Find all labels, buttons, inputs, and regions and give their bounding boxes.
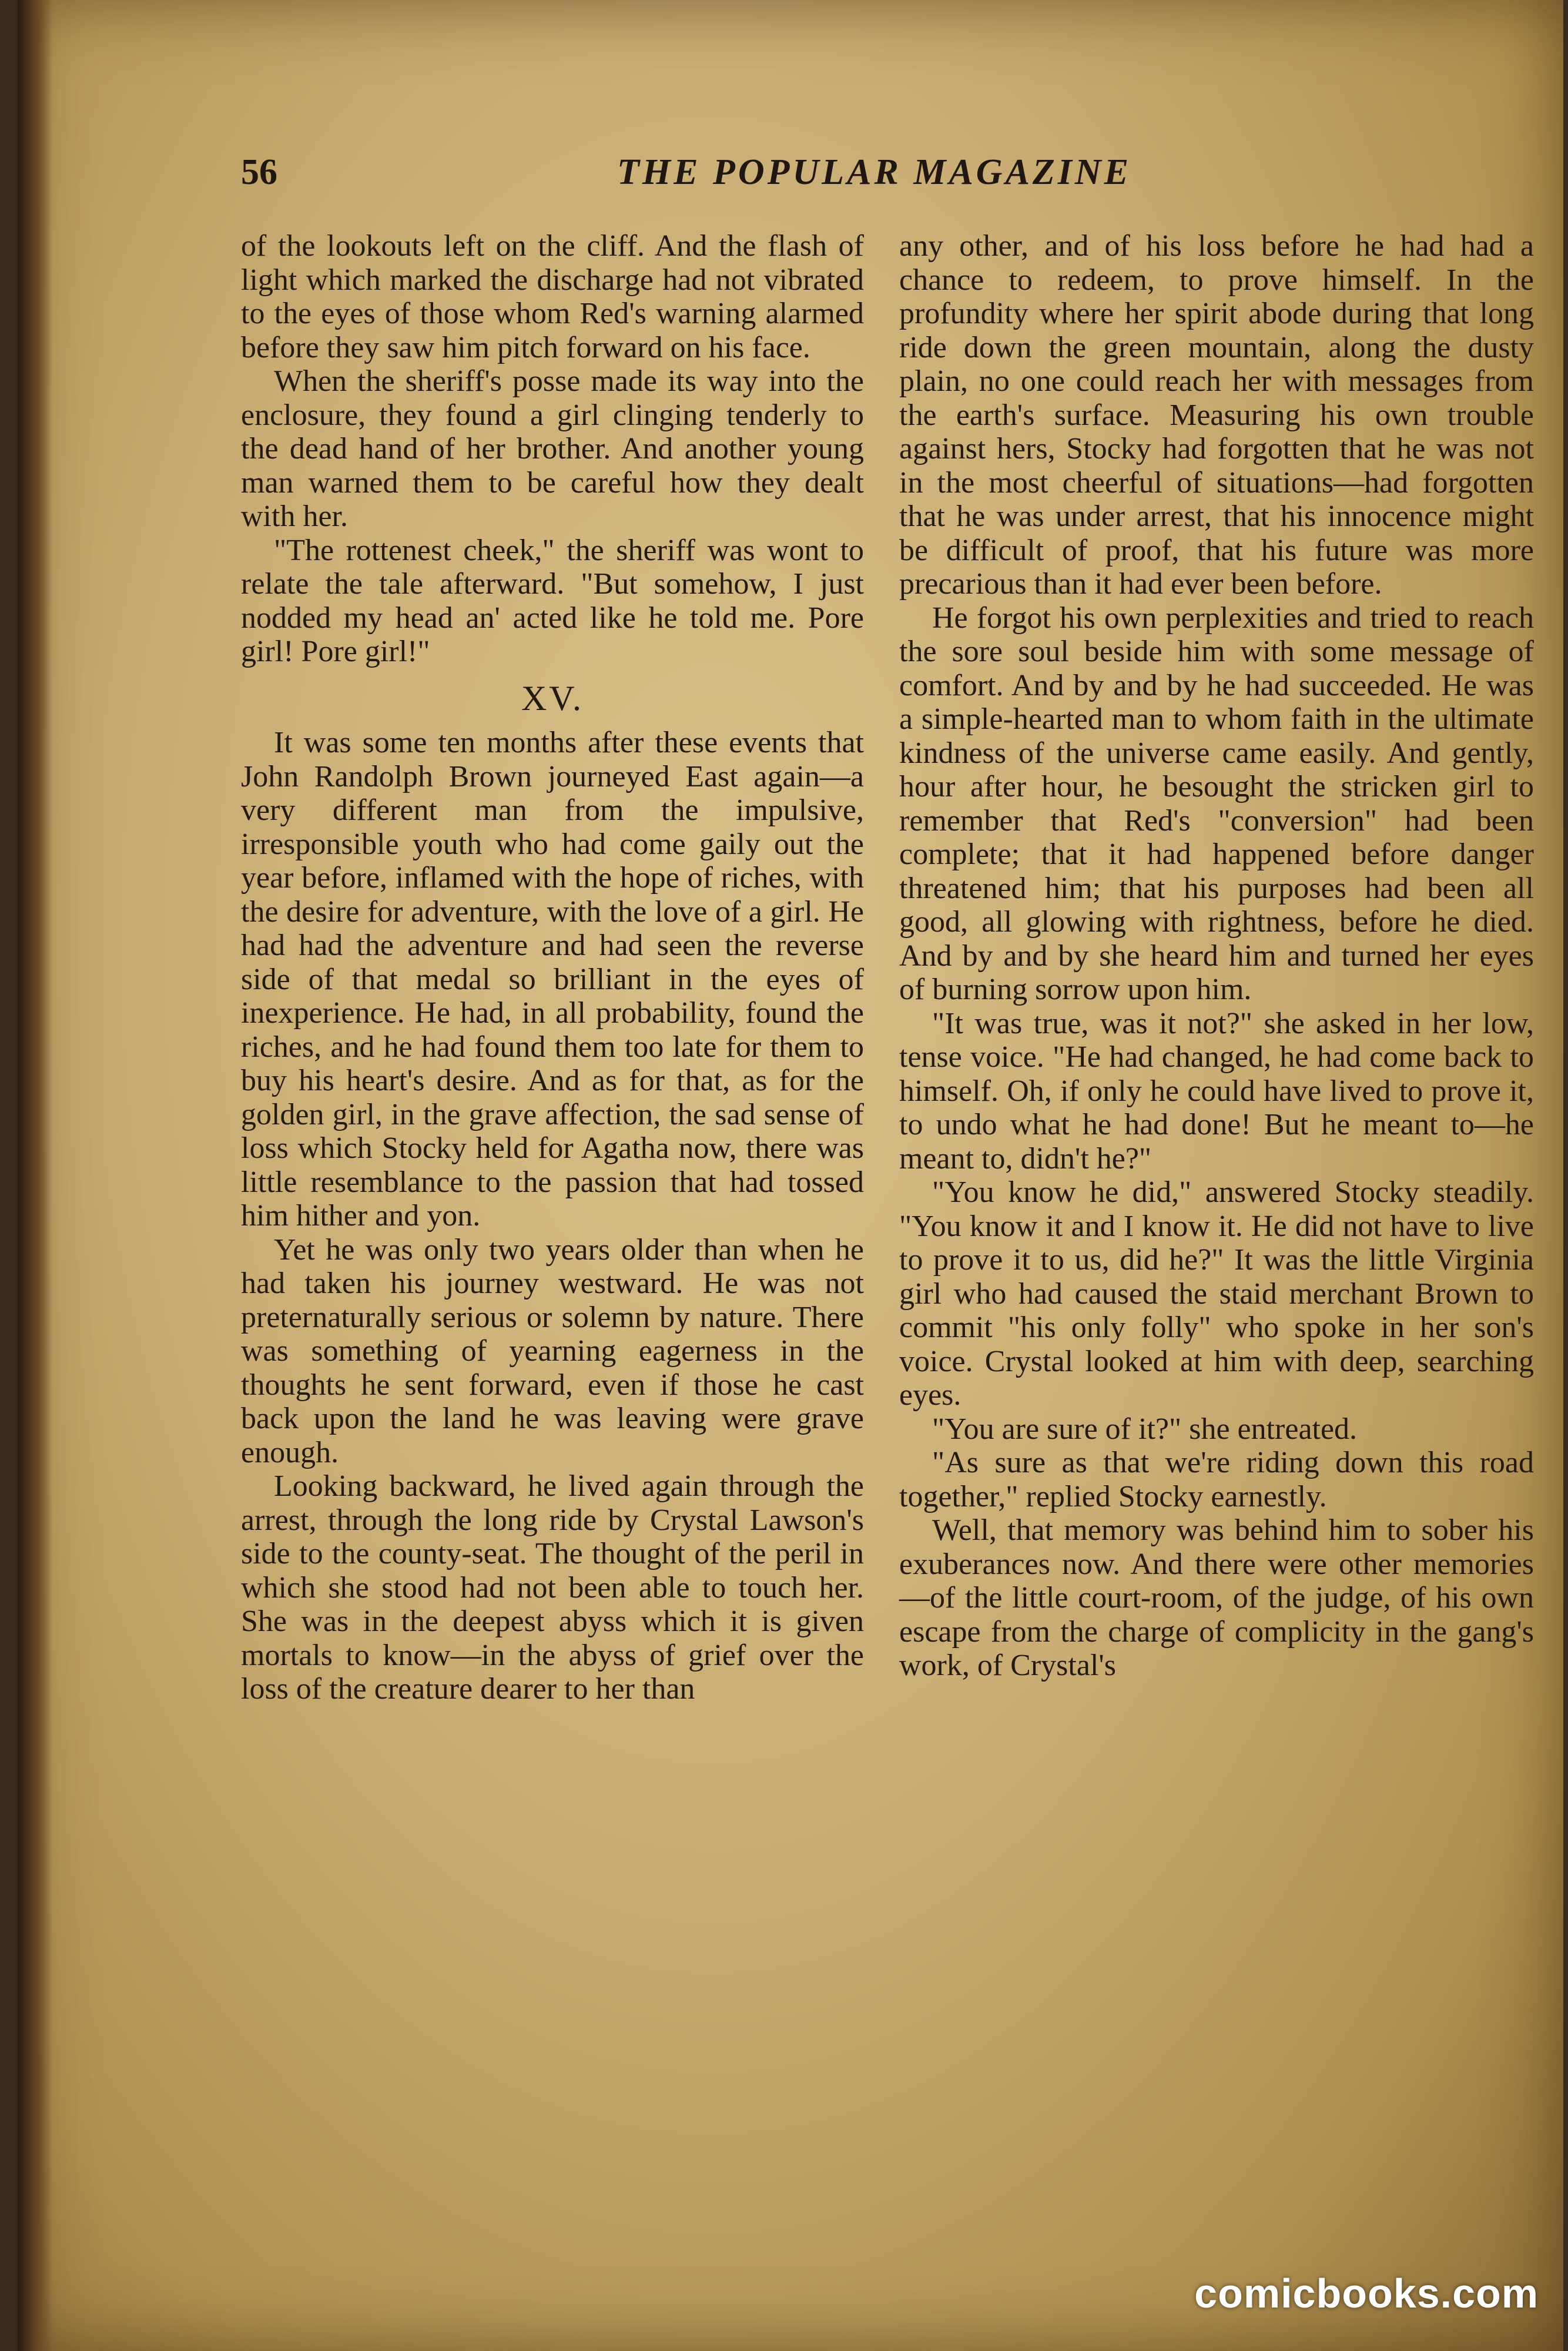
paragraph: Well, that memory was behind him to sober his exuberances now. And there were other memories—of the little court-room, of the judge, of his own escape from the charge of complicity in the gang's work, of Crystal's — [899, 1513, 1534, 1682]
paragraph: of the lookouts left on the cliff. And the flash of light which marked the discharge had not vibrated to the eyes of those whom Red's warning alarmed before they saw him pitch forward on his face. — [241, 229, 864, 364]
page-number: 56 — [241, 152, 277, 192]
paragraph: "The rottenest cheek," the sheriff was wont to relate the tale afterward. "But somehow, I just nodded my head an' acted like he told me. Pore girl! Pore girl!" — [241, 533, 864, 668]
paragraph: Yet he was only two years older than when he had taken his journey westward. He was not preternaturally serious or solemn by nature. There was something of yearning eagerness in the thoughts he sent forward, even if those he cast back upon the land he was leaving were grave enough. — [241, 1233, 864, 1469]
magazine-page — [18, 0, 1563, 2351]
paragraph: It was some ten months after these events that John Randolph Brown journeyed East again—a very different man from the impulsive, irresponsible youth who had come gaily out the year before, inflamed with the hope of riches, with the desire for adventure, with the love of a girl. He had had the adventure and had seen the reverse side of that medal so brilliant in the eyes of inexperience. He had, in all probability, found the riches, and he had found them too late for them to buy his heart's desire. And as for that, as for the golden girl, in the grave affection, the sad sense of loss which Stocky held for Agatha now, there was little resemblance to the passion that had tossed him hither and yon. — [241, 726, 864, 1233]
book-spine-shadow — [18, 0, 53, 2351]
paragraph: "You are sure of it?" she entreated. — [932, 1412, 1358, 1446]
left-column — [241, 229, 864, 1706]
paragraph: Looking backward, he lived again through the arrest, through the long ride by Crystal Lawson's side to the county-seat. The thought of the peril in which she stood had not been able to touch her. She was in the deepest abyss which it is given mortals to know—in the abyss of grief over the loss of the creature dearer to her than — [241, 1469, 864, 1706]
paragraph: any other, and of his loss before he had had a chance to redeem, to prove himself. In the profundity where her spirit abode during that long ride down the green mountain, along the dusty plain, no one could reach her with messages from the earth's surface. Measuring his own trouble against hers, Stocky had forgotten that he was not in the most cheerful of situations—had forgotten that he was under arrest, that his innocence might be difficult of proof, that his future was more precarious than it had ever been before. — [899, 229, 1534, 601]
section-heading: XV. — [521, 678, 584, 718]
right-column — [899, 229, 1534, 1683]
paragraph: "You know he did," answered Stocky steadily. "You know it and I know it. He did not have to live to prove it to us, did he?" It was the little Virginia girl who had caused the staid merchant Brown to commit "his only folly" who spoke in her son's voice. Crystal looked at him with deep, searching eyes. — [899, 1176, 1534, 1412]
magazine-title: THE POPULAR MAGAZINE — [617, 152, 1132, 192]
paragraph: "As sure as that we're riding down this road together," replied Stocky earnestly. — [899, 1446, 1534, 1513]
paragraph: When the sheriff's posse made its way into the enclosure, they found a girl clinging tenderly to the dead hand of her brother. And another young man warned them to be careful how they dealt with her. — [241, 364, 864, 533]
page-header — [241, 152, 1181, 205]
site-watermark: comicbooks.com — [1194, 2270, 1539, 2316]
paragraph: He forgot his own perplexities and tried to reach the sore soul beside him with some message of comfort. And by and by he had succeeded. He was a simple-hearted man to whom faith in the ultimate kindness of the universe came easily. And gently, hour after hour, he besought the stricken girl to remember that Red's "conversion" had been complete; that it had happened before danger threatened him; that his purposes had been all good, all glowing with rightness, before he died. And by and by she heard him and turned her eyes of burning sorrow upon him. — [899, 601, 1534, 1006]
paragraph: "It was true, was it not?" she asked in her low, tense voice. "He had changed, he had come back to himself. Oh, if only he could have lived to prove it, to undo what he had done! But he meant to—he meant to, didn't he?" — [899, 1006, 1534, 1176]
